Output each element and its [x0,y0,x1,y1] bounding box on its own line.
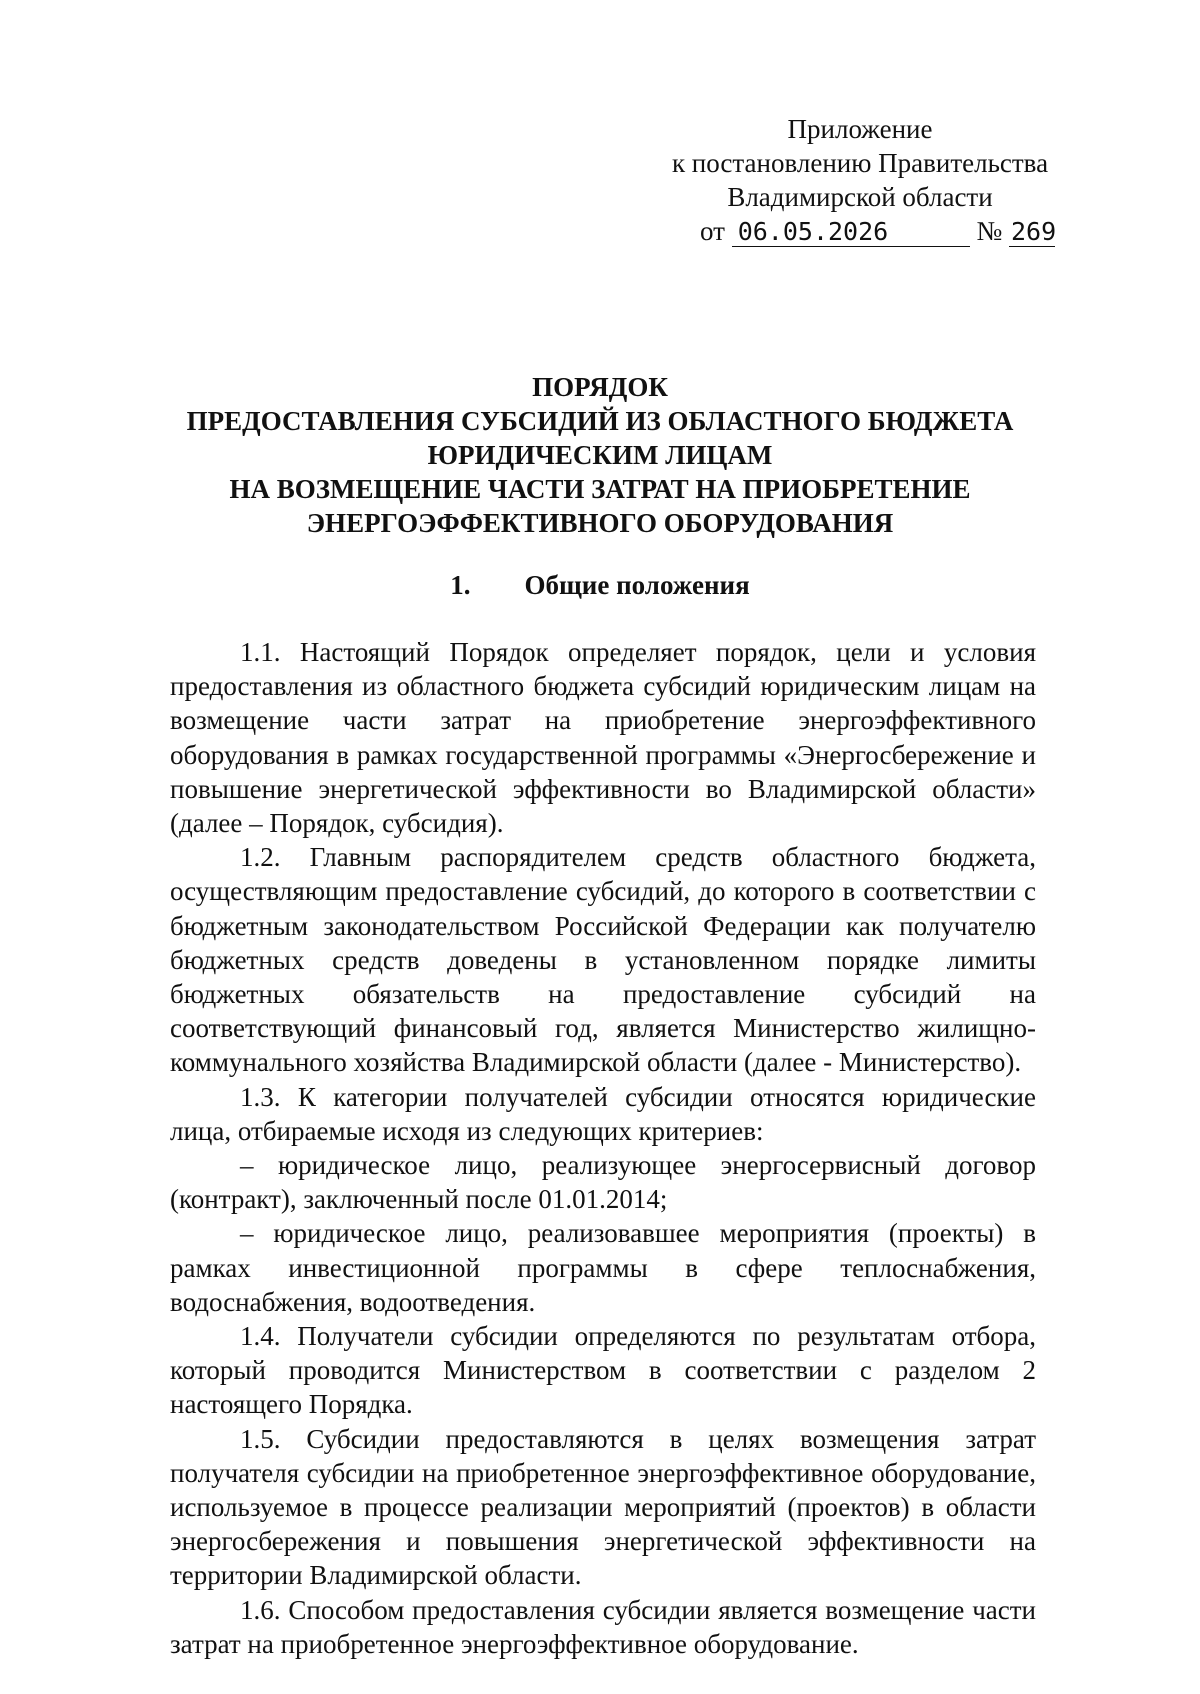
annex-title: Приложение [787,114,933,144]
paragraph-1-5: 1.5. Субсидии предоставляются в целях возмещения затрат получателя субсидии на приобретенное энергоэффективное оборудование, используемое в процессе реализации мероприятий (проектов) в области энергосбережения и повышения энергетической эффективности на территории Владимирской области. [170,1423,1036,1591]
annex-region: Владимирской области [727,182,993,212]
criterion-item-2: – юридическое лицо, реализовавшее мероприятия (проекты) в рамках инвестиционной программы в сфере теплоснабжения, водоснабжения, водоотведения. [170,1218,1036,1317]
criterion-item-1: – юридическое лицо, реализующее энергосервисный договор (контракт), заключенный после 01.01.2014; [170,1150,1036,1215]
annex-header [640,112,1080,248]
paragraph-1-6: 1.6. Способом предоставления субсидии является возмещение части затрат на приобретенное энергоэффективное оборудование. [170,1594,1036,1659]
annex-date-line [640,214,1080,248]
date-value: 06.05.2026 [732,218,970,247]
title-line-2: ПРЕДОСТАВЛЕНИЯ СУБСИДИЙ ИЗ ОБЛАСТНОГО БЮДЖЕТА [186,406,1014,436]
date-prefix: от [700,216,725,246]
section-title: Общие положения [524,570,750,600]
title-line-3: ЮРИДИЧЕСКИМ ЛИЦАМ [427,440,773,470]
document-title [170,370,1030,540]
title-line-4: НА ВОЗМЕЩЕНИЕ ЧАСТИ ЗАТРАТ НА ПРИОБРЕТЕНИЕ [229,474,971,504]
number-prefix: № [976,216,1003,246]
title-line-5: ЭНЕРГОЭФФЕКТИВНОГО ОБОРУДОВАНИЯ [306,508,894,538]
paragraph-1-2: 1.2. Главным распорядителем средств областного бюджета, осуществляющим предоставление субсидий, до которого в соответствии с бюджетным законодательством Российской Федерации как получателю бюджетных средств доведены в установленном порядке лимиты бюджетных обязательств на предоставление субсидий на соответствующий финансовый год, является Министерство жилищно-коммунального хозяйства Владимирской области (далее - Министерство). [170,842,1036,1078]
annex-resolution-ref: к постановлению Правительства [671,148,1049,178]
document-body [170,635,1036,1661]
number-value: 269 [1010,217,1057,246]
paragraph-1-3: 1.3. К категории получателей субсидии относятся юридические лица, отбираемые исходя из следующих критериев: [170,1081,1036,1146]
title-line-1: ПОРЯДОК [532,372,668,402]
section-number: 1. [450,570,471,600]
section-heading [170,568,1030,602]
paragraph-1-1: 1.1. Настоящий Порядок определяет порядок, цели и условия предоставления из областного бюджета субсидий юридическим лицам на возмещение части затрат на приобретение энергоэффективного оборудования в рамках государственной программы «Энергосбережение и повышение энергетической эффективности во Владимирской области» (далее – Порядок, субсидия). [170,637,1036,839]
paragraph-1-4: 1.4. Получатели субсидии определяются по результатам отбора, который проводится Министерством в соответствии с разделом 2 настоящего Порядка. [170,1321,1036,1420]
